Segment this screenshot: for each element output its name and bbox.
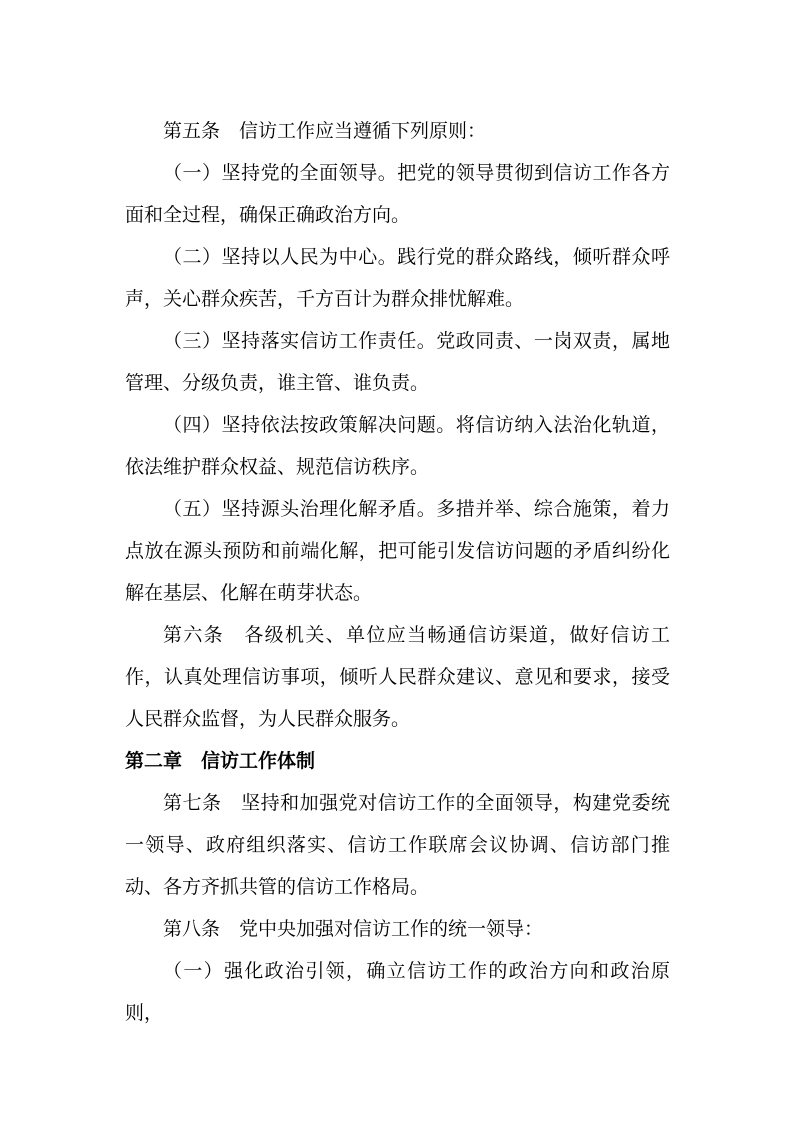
article-8-item-1-paragraph: （一）强化政治引领，确立信访工作的政治方向和政治原则， bbox=[125, 960, 670, 1024]
chapter-2-heading: 第二章 信访工作体制 bbox=[125, 750, 316, 772]
principle-4-paragraph: （四）坚持依法按政策解决问题。将信访纳入法治化轨道，依法维护群众权益、规范信访秩序。 bbox=[125, 414, 670, 478]
document-body bbox=[125, 110, 670, 1034]
principle-5-paragraph: （五）坚持源头治理化解矛盾。多措并举、综合施策，着力点放在源头预防和前端化解，把可能引发信访问题的矛盾纠纷化解在基层、化解在萌芽状态。 bbox=[125, 498, 670, 604]
article-6-paragraph: 第六条 各级机关、单位应当畅通信访渠道，做好信访工作，认真处理信访事项，倾听人民群众建议、意见和要求，接受人民群众监督，为人民群众服务。 bbox=[125, 624, 670, 730]
principle-1-paragraph: （一）坚持党的全面领导。把党的领导贯彻到信访工作各方面和全过程，确保正确政治方向。 bbox=[125, 162, 670, 226]
article-5-paragraph: 第五条 信访工作应当遵循下列原则： bbox=[163, 120, 487, 142]
article-8-paragraph: 第八条 党中央加强对信访工作的统一领导： bbox=[163, 918, 544, 940]
article-7-paragraph: 第七条 坚持和加强党对信访工作的全面领导，构建党委统一领导、政府组织落实、信访工作联席会议协调、信访部门推动、各方齐抓共管的信访工作格局。 bbox=[125, 792, 670, 898]
principle-3-paragraph: （三）坚持落实信访工作责任。党政同责、一岗双责，属地管理、分级负责，谁主管、谁负责。 bbox=[125, 330, 670, 394]
principle-2-paragraph: （二）坚持以人民为中心。践行党的群众路线，倾听群众呼声，关心群众疾苦，千方百计为群众排忧解难。 bbox=[125, 246, 670, 310]
